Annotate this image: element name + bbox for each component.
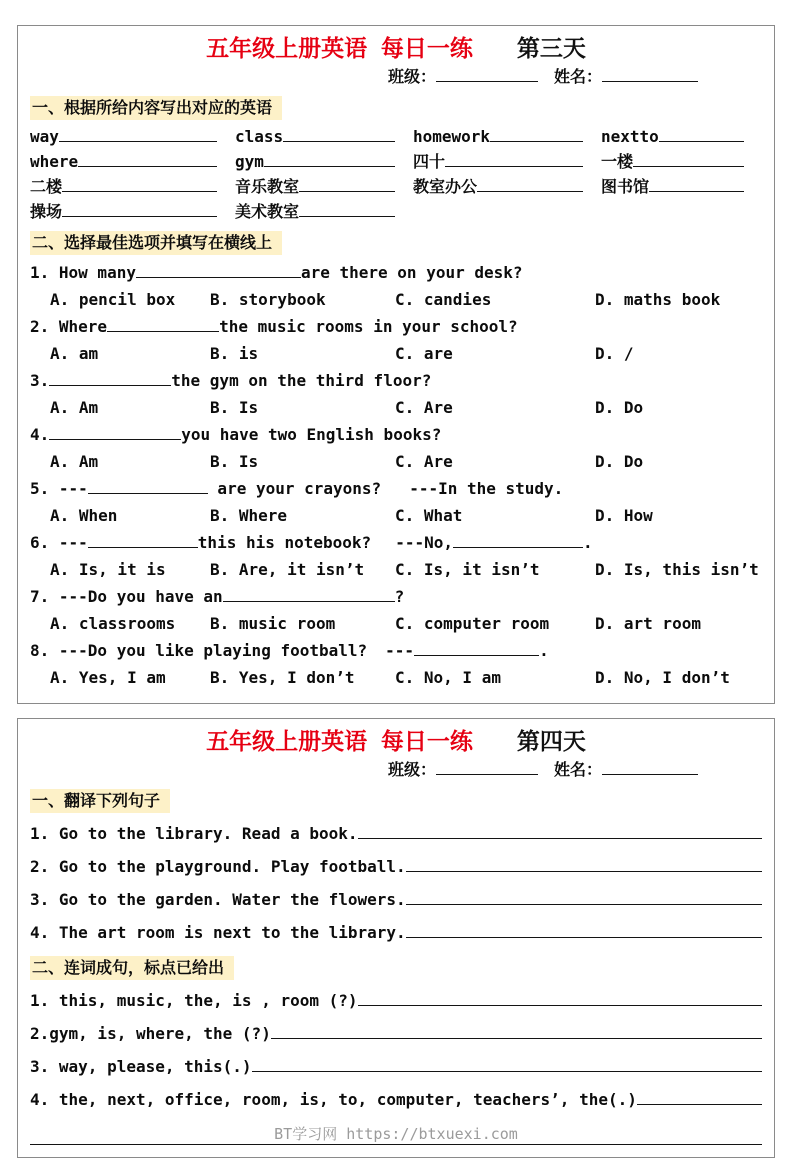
- answer-blank[interactable]: [633, 163, 744, 167]
- sentence-line: [30, 883, 762, 916]
- word-label: way: [30, 127, 59, 146]
- answer-option: D. /: [595, 344, 634, 363]
- answer-option: D. art room: [595, 614, 701, 633]
- word-label: 二楼: [30, 177, 63, 196]
- name-label: 姓名：: [553, 760, 602, 779]
- answer-blank[interactable]: [136, 274, 301, 278]
- stem-text: 1. Go to the library. Read a book.: [30, 824, 358, 843]
- question-options: [30, 286, 762, 313]
- word-label: gym: [235, 152, 264, 171]
- answer-option: D. maths book: [595, 290, 721, 309]
- word-item: [235, 124, 413, 149]
- question-options: [30, 610, 762, 637]
- day4-section1-heading: 一、翻译下列句子: [30, 789, 170, 813]
- answer-option: D. Do: [595, 452, 644, 471]
- answer-blank[interactable]: [477, 188, 583, 192]
- answer-blank[interactable]: [264, 163, 395, 167]
- day3-section2-heading: 二、选择最佳选项并填写在横线上: [30, 231, 282, 255]
- title-main: 五年级上册英语 每日一练: [206, 36, 473, 62]
- answer-blank[interactable]: [283, 138, 395, 142]
- answer-blank[interactable]: [453, 544, 583, 548]
- answer-option: B. Are, it isn’t: [210, 560, 365, 579]
- stem-text: 5. ---: [30, 479, 88, 498]
- class-blank[interactable]: [436, 771, 538, 775]
- day4-title: [30, 727, 762, 757]
- answer-option: D. No, I don’t: [595, 668, 730, 687]
- word-item: [30, 124, 235, 149]
- answer-blank[interactable]: [406, 868, 762, 872]
- stem-text: are your crayons?: [207, 479, 382, 498]
- stem-text: .: [582, 533, 593, 552]
- stem-text: the music rooms in your school?: [219, 317, 518, 336]
- word-item: [30, 174, 235, 199]
- stem-text: 2.gym, is, where, the (?): [30, 1024, 271, 1043]
- answer-blank[interactable]: [406, 901, 762, 905]
- word-item: [235, 149, 413, 174]
- sentence-line: [30, 1083, 762, 1116]
- question-stem: [30, 259, 762, 286]
- answer-option: C. Are: [395, 398, 453, 417]
- stem-text: ---: [385, 641, 415, 660]
- answer-option: B. Is: [210, 398, 259, 417]
- stem-text: 7. ---Do you have an: [30, 587, 223, 606]
- stem-text: 3. way, please, this(.): [30, 1057, 252, 1076]
- sentence-line: [30, 817, 762, 850]
- sentence-line: [30, 984, 762, 1017]
- answer-blank[interactable]: [271, 1035, 762, 1039]
- day3-idline: [30, 65, 762, 89]
- answer-blank[interactable]: [88, 544, 198, 548]
- answer-blank[interactable]: [88, 490, 208, 494]
- class-label: 班级：: [387, 760, 436, 779]
- answer-blank[interactable]: [649, 188, 744, 192]
- stem-text: 1. this, music, the, is , room (?): [30, 991, 358, 1010]
- word-label: 一楼: [601, 152, 634, 171]
- answer-option: B. Where: [210, 506, 288, 525]
- answer-option: B. storybook: [210, 290, 326, 309]
- word-grid: [30, 124, 762, 224]
- worksheet-day3: [17, 25, 775, 704]
- stem-text: 4. the, next, office, room, is, to, computer, teachers’, the(.): [30, 1090, 637, 1109]
- sentence-line: [30, 850, 762, 883]
- stem-text: 8. ---Do you like playing football?: [30, 641, 368, 660]
- answer-blank[interactable]: [223, 598, 395, 602]
- question-options: [30, 556, 762, 583]
- question-stem: [30, 313, 762, 340]
- question-stem: [30, 637, 762, 664]
- answer-option: D. How: [595, 506, 653, 525]
- class-blank[interactable]: [436, 78, 538, 82]
- answer-blank[interactable]: [62, 188, 217, 192]
- answer-option: C. candies: [395, 290, 492, 309]
- answer-blank[interactable]: [299, 213, 395, 217]
- answer-option: A. classrooms: [50, 614, 176, 633]
- answer-blank[interactable]: [490, 138, 583, 142]
- name-label: 姓名：: [553, 67, 602, 86]
- word-row: [30, 174, 762, 199]
- answer-option: C. computer room: [395, 614, 550, 633]
- answer-blank[interactable]: [107, 328, 219, 332]
- word-label: class: [235, 127, 284, 146]
- stem-text: ---No,: [395, 533, 453, 552]
- answer-blank[interactable]: [445, 163, 583, 167]
- answer-option: B. music room: [210, 614, 336, 633]
- stem-text: ---In the study.: [409, 479, 564, 498]
- footer-credit: BT学习网 https://btxuexi.com: [274, 1125, 518, 1143]
- title-day: 第四天: [516, 729, 586, 755]
- stem-text: 3.: [30, 371, 50, 390]
- answer-option: A. Yes, I am: [50, 668, 166, 687]
- answer-option: A. When: [50, 506, 118, 525]
- question-options: [30, 664, 762, 691]
- day4-section2-heading: 二、连词成句，标点已给出: [30, 956, 234, 980]
- answer-blank[interactable]: [299, 188, 395, 192]
- sentence-line: [30, 1017, 762, 1050]
- answer-blank[interactable]: [49, 382, 171, 386]
- stem-text: this his notebook?: [197, 533, 372, 552]
- answer-blank[interactable]: [637, 1101, 762, 1105]
- answer-option: C. Is, it isn’t: [395, 560, 540, 579]
- sentence-line: [30, 916, 762, 949]
- stem-text: 4.: [30, 425, 50, 444]
- name-blank[interactable]: [602, 771, 698, 775]
- stem-text: 2. Go to the playground. Play football.: [30, 857, 406, 876]
- word-item: [413, 174, 601, 199]
- question-list: [30, 259, 762, 691]
- stem-text: 2. Where: [30, 317, 108, 336]
- question-stem: [30, 583, 762, 610]
- stem-text: 6. ---: [30, 533, 88, 552]
- answer-option: C. What: [395, 506, 463, 525]
- answer-option: C. are: [395, 344, 453, 363]
- stem-text: 4. The art room is next to the library.: [30, 923, 406, 942]
- word-item: [235, 199, 413, 224]
- answer-option: D. Do: [595, 398, 644, 417]
- word-label: 图书馆: [601, 177, 650, 196]
- word-item: [30, 149, 235, 174]
- question-options: [30, 502, 762, 529]
- word-label: homework: [413, 127, 491, 146]
- word-item: [413, 124, 601, 149]
- name-blank[interactable]: [602, 78, 698, 82]
- word-label: 四十: [413, 152, 446, 171]
- title-main: 五年级上册英语 每日一练: [206, 729, 473, 755]
- worksheet-day4: [17, 718, 775, 1158]
- word-item: [601, 174, 762, 199]
- stem-text: .: [539, 641, 549, 660]
- word-label: where: [30, 152, 79, 171]
- question-options: [30, 340, 762, 367]
- answer-blank[interactable]: [358, 835, 762, 839]
- answer-blank[interactable]: [414, 652, 539, 656]
- answer-blank[interactable]: [62, 213, 217, 217]
- stem-text: ?: [394, 587, 405, 606]
- word-item: [601, 124, 762, 149]
- sentence-line: [30, 1050, 762, 1083]
- question-stem: [30, 529, 762, 556]
- stem-text: 1. How many: [30, 263, 136, 282]
- answer-option: A. Am: [50, 452, 99, 471]
- day3-title: [30, 34, 762, 64]
- word-label: 教室办公: [413, 177, 478, 196]
- word-label: 美术教室: [235, 202, 300, 221]
- word-item: [601, 149, 762, 174]
- answer-option: A. pencil box: [50, 290, 176, 309]
- class-label: 班级：: [387, 67, 436, 86]
- stem-text: 3. Go to the garden. Water the flowers.: [30, 890, 406, 909]
- answer-option: B. Yes, I don’t: [210, 668, 355, 687]
- word-label: nextto: [601, 127, 659, 146]
- answer-blank[interactable]: [406, 934, 762, 938]
- word-item: [413, 149, 601, 174]
- translate-lines: [30, 817, 762, 949]
- question-stem: [30, 367, 762, 394]
- answer-blank[interactable]: [252, 1068, 762, 1072]
- word-label: 操场: [30, 202, 63, 221]
- stem-text: the gym on the third floor?: [171, 371, 432, 390]
- word-label: 音乐教室: [235, 177, 300, 196]
- day4-idline: [30, 758, 762, 782]
- word-row: [30, 199, 762, 224]
- answer-option: C. Are: [395, 452, 453, 471]
- question-options: [30, 448, 762, 475]
- answer-blank[interactable]: [78, 163, 217, 167]
- answer-option: B. is: [210, 344, 259, 363]
- continuation-line: [30, 1124, 762, 1145]
- answer-blank[interactable]: [30, 1124, 762, 1145]
- answer-blank[interactable]: [49, 436, 181, 440]
- answer-blank[interactable]: [59, 138, 217, 142]
- answer-blank[interactable]: [659, 138, 744, 142]
- question-stem: [30, 475, 762, 502]
- word-row: [30, 149, 762, 174]
- word-item: [30, 199, 235, 224]
- stem-text: are there on your desk?: [300, 263, 523, 282]
- word-item: [235, 174, 413, 199]
- question-options: [30, 394, 762, 421]
- reorder-lines: [30, 984, 762, 1116]
- answer-option: D. Is, this isn’t: [595, 560, 759, 579]
- question-stem: [30, 421, 762, 448]
- answer-option: B. Is: [210, 452, 259, 471]
- title-day: 第三天: [516, 36, 586, 62]
- stem-text: you have two English books?: [181, 425, 442, 444]
- answer-option: A. Am: [50, 398, 99, 417]
- answer-blank[interactable]: [358, 1002, 762, 1006]
- day3-section1-heading: 一、根据所给内容写出对应的英语: [30, 96, 282, 120]
- answer-option: A. Is, it is: [50, 560, 166, 579]
- answer-option: C. No, I am: [395, 668, 501, 687]
- answer-option: A. am: [50, 344, 99, 363]
- word-row: [30, 124, 762, 149]
